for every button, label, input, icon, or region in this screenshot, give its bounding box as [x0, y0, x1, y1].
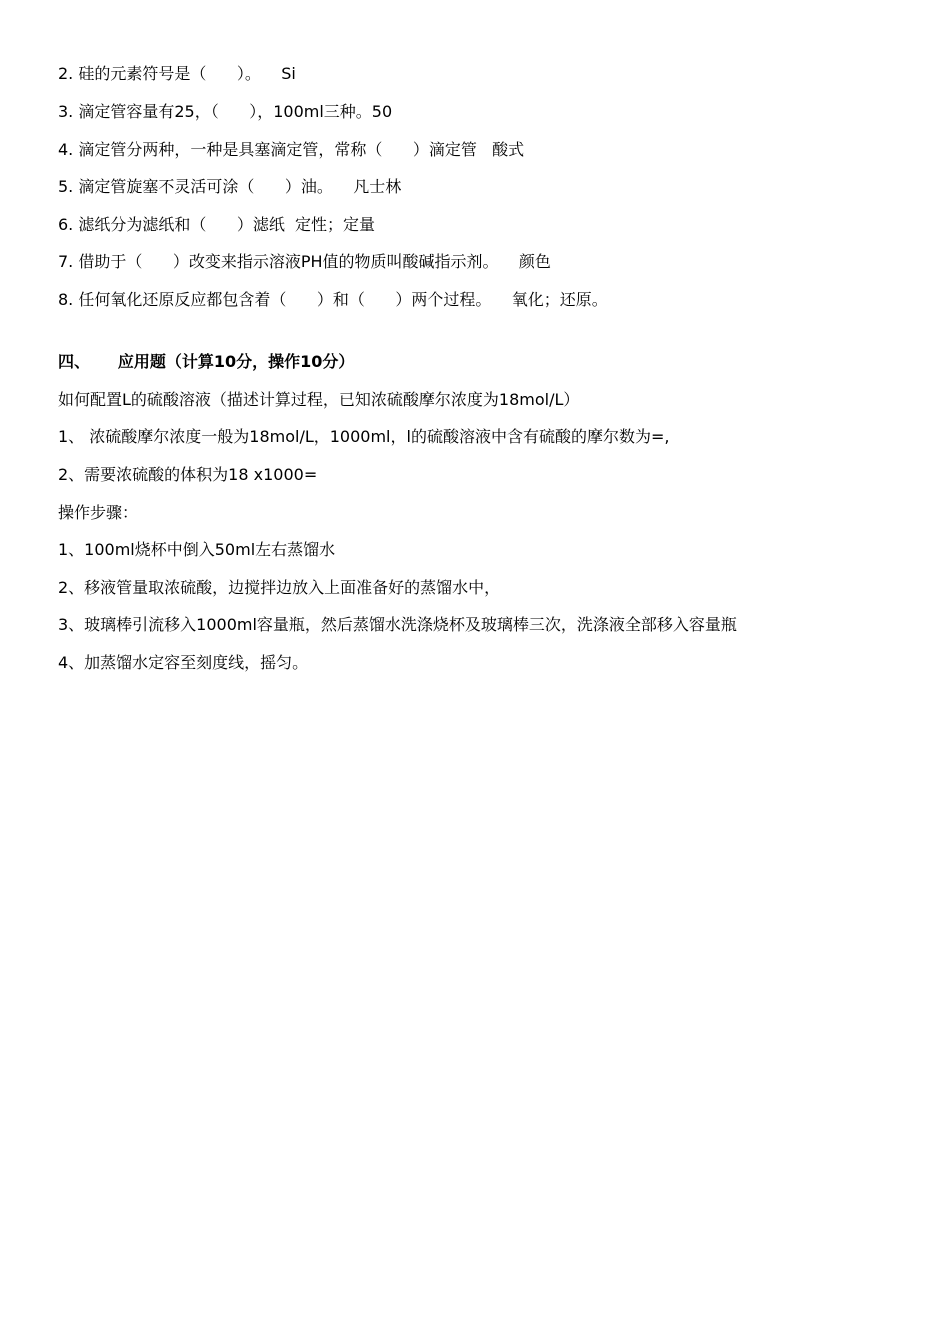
question-item-8: 8. 任何氧化还原反应都包含着（ ）和（ ）两个过程。 氧化；还原。	[58, 290, 608, 309]
question-item-3: 3. 滴定管容量有25，（ ），100ml三种。50	[58, 102, 393, 121]
steps-label: 操作步骤：	[58, 503, 139, 522]
calculation-step-2: 2、需要浓硫酸的体积为18 x1000=	[58, 465, 318, 484]
section-heading: 四、 应用题（计算10分，操作10分）	[58, 352, 355, 371]
question-item-5: 5. 滴定管旋塞不灵活可涂（ ）油。 凡士林	[58, 177, 402, 196]
operation-step-3: 3、玻璃棒引流移入1000ml容量瓶，然后蒸馏水洗涤烧杯及玻璃棒三次，洗涤液全部移入容量瓶	[58, 615, 737, 634]
calculation-step-1: 1、 浓硫酸摩尔浓度一般为18mol/L，1000ml，l的硫酸溶液中含有硫酸的摩尔数为=,	[58, 427, 670, 446]
operation-step-4: 4、加蒸馏水定容至刻度线，摇匀。	[58, 653, 309, 672]
application-question: 如何配置L的硫酸溶液（描述计算过程，已知浓硫酸摩尔浓度为18mol/L）	[58, 390, 580, 409]
operation-step-1: 1、100ml烧杯中倒入50ml左右蒸馏水	[58, 540, 336, 559]
operation-step-2: 2、移液管量取浓硫酸，边搅拌边放入上面准备好的蒸馏水中，	[58, 578, 501, 597]
question-item-6: 6. 滤纸分为滤纸和（ ）滤纸 定性；定量	[58, 215, 376, 234]
question-item-4: 4. 滴定管分两种，一种是具塞滴定管，常称（ ）滴定管 酸式	[58, 140, 525, 159]
question-item-7: 7. 借助于（ ）改变来指示溶液PH值的物质叫酸碱指示剂。 颜色	[58, 252, 551, 271]
question-item-2: 2. 硅的元素符号是（ ）。 Si	[58, 64, 296, 83]
